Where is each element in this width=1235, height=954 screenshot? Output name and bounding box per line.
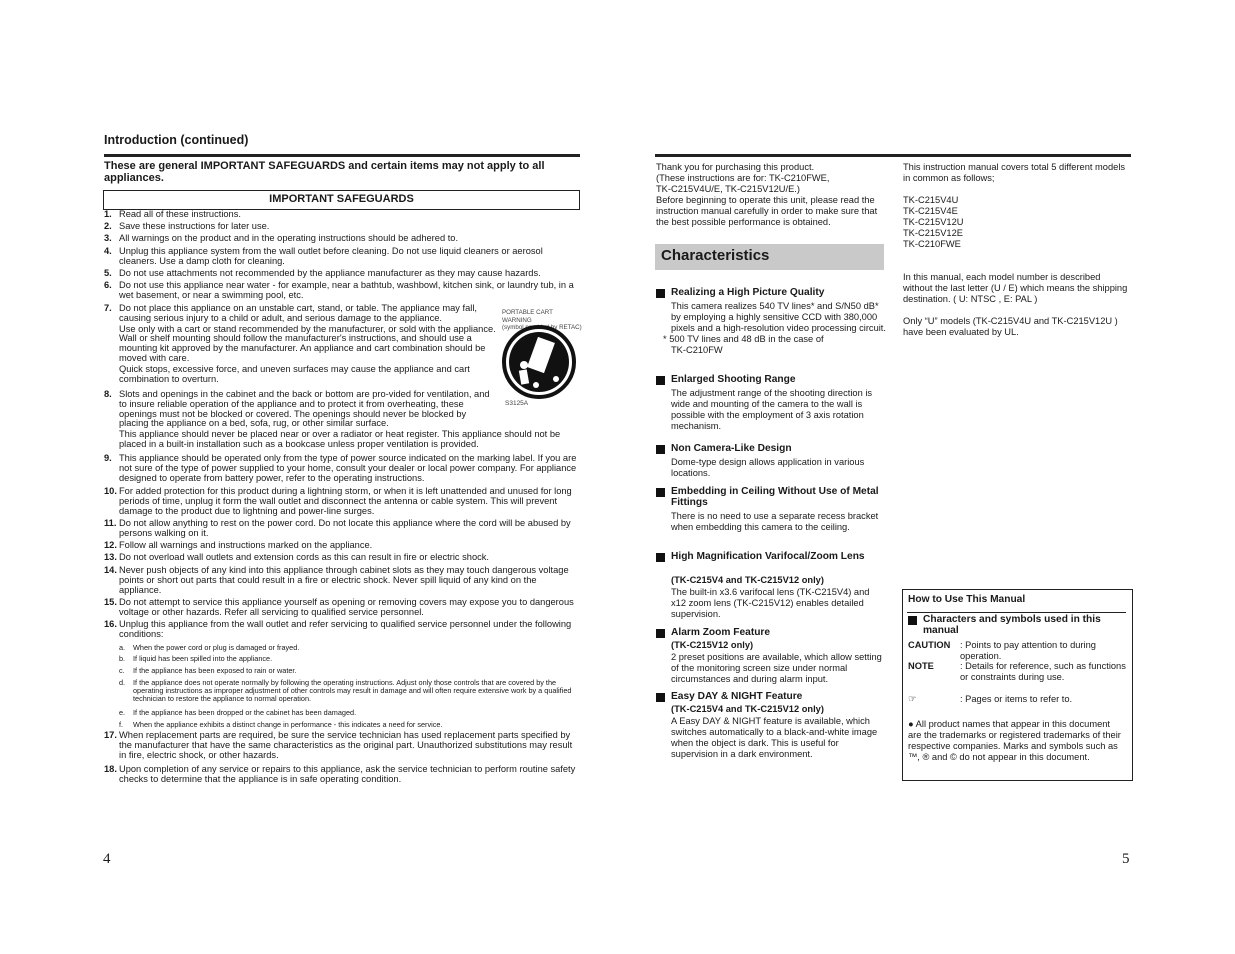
page-number: 5: [1122, 851, 1130, 867]
sub-list-item: f. When the appliance exhibits a distinct change in performance - this indicates a need for service.: [119, 720, 443, 729]
page-number: 4: [103, 851, 111, 867]
feature-body: Dome-type design allows application in various locations.: [671, 457, 865, 478]
model-list: TK-C215V4U TK-C215V4E TK-C215V12U TK-C215V12E TK-C210FWE: [903, 195, 964, 249]
manual-coverage: This instruction manual covers total 5 different models in common as follows; TK-C215V4U TK-C215V4E TK-C215V12U TK-C215V12E TK-C210FWE In this manual, each model number is described without the last letter (U / E) which means the shipping destination. ( U: NTSC , E: PAL ) Only “U” models (TK-C215V4U and TK-C215V12U ) have been evaluated by UL.: [903, 162, 1131, 338]
feature-model-note: (TK-C215V12 only): [671, 640, 754, 650]
bullet-square-icon: [656, 445, 665, 454]
cart-symbol-code: S3125A: [505, 400, 529, 407]
reference-definition: ☞ : Pages or items to refer to.: [908, 694, 1073, 704]
feature-heading: Alarm Zoom Feature: [656, 628, 886, 639]
how-to-use-title: How to Use This Manual: [908, 594, 1026, 605]
list-item: 4. Unplug this appliance system from the wall outlet before cleaning. Do not use liquid cleaners or aerosol cleaners. Use a damp cloth for cleaning.: [104, 246, 543, 266]
feature-body: A Easy DAY & NIGHT feature is available, which switches automatically to a black-and-white image when the object is dark. This is useful for supervision in a dark environment.: [671, 716, 878, 759]
section-title: Characteristics: [661, 247, 770, 264]
safeguards-heading-box: [103, 190, 580, 210]
feature-body: This camera realizes 540 TV lines* and S/N50 dB* by employing a highly sensitive CCD with 380,000 pixels and a high-resolution video processing circuit. * 500 TV lines and 48 dB in the case of TK-C210FW: [663, 301, 886, 355]
list-item: 2. Save these instructions for later use.: [104, 221, 270, 231]
list-item: 17. When replacement parts are required, be sure the service technician has used replacement parts specified by the manufacturer that have the same characteristics as the original part. Unauthorized substitutions may result in fire, electric shock, or other hazards.: [104, 730, 573, 760]
bullet-square-icon: [656, 376, 665, 385]
title-rule: [104, 154, 580, 157]
title-rule: [655, 154, 1131, 157]
feature-body: There is no need to use a separate recess bracket when embedding this camera to the ceiling.: [671, 511, 879, 532]
reference-hand-icon: ☞: [908, 694, 917, 704]
list-item: 12. Follow all warnings and instructions marked on the appliance.: [104, 540, 373, 550]
page-title: Introduction (continued): [104, 133, 249, 147]
list-item: 9. This appliance should be operated only from the type of power source indicated on the marking label. If you are not sure of the type of power supplied to your home, consult your dealer or local power company. For appliance designed to operate from battery power, refer to the operating instructions.: [104, 453, 577, 483]
sub-list-item: d. If the appliance does not operate normally by following the operating instructions. Adjust only those controls that are covered by the operating instructions as improper adjustment of other controls may result in damage and will often require extensive work by a qualified technician to restore the appliance to normal operation.: [119, 678, 572, 704]
intro-paragraph: Thank you for purchasing this product. (These instructions are for: TK-C210FWE, TK-C215V4U/E, TK-C215V12U/E.) Before beginning to operate this unit, please read the instruction manual carefully in order to make sure that the best possible performance is obtained.: [656, 162, 878, 227]
feature-heading: Realizing a High Picture Quality: [656, 288, 886, 299]
list-item: 16. Unplug this appliance from the wall outlet and refer servicing to qualified service personnel under the following conditions:: [104, 619, 572, 639]
list-item: 11. Do not allow anything to rest on the power cord. Do not locate this appliance where the cord will be abused by persons walking on it.: [104, 518, 571, 538]
list-item: 14. Never push objects of any kind into this appliance through cabinet slots as they may touch dangerous voltage points or short out parts that could result in a fire or electric shock. Never spill liquid of any kind on the appliance.: [104, 565, 569, 595]
bullet-square-icon: [656, 629, 665, 638]
feature-model-note: (TK-C215V4 and TK-C215V12 only): [671, 575, 824, 585]
list-item: 10. For added protection for this product during a lightning storm, or when it is left unattended and unused for long periods of time, unplug it form the wall outlet and disconnect the antenna or cable system. This will prevent damage to the product due to lightning and power-line surges.: [104, 486, 572, 516]
cart-warning-label: PORTABLE CART WARNING (symbol provided by RETAC): [502, 309, 582, 332]
feature-heading: Embedding in Ceiling Without Use of Metal Fittings: [656, 487, 886, 509]
sub-list-item: e. If the appliance has been dropped or the cabinet has been damaged.: [119, 708, 357, 717]
cart-warning-icon: [502, 325, 576, 399]
list-item: 3. All warnings on the product and in the operating instructions should be adhered to.: [104, 233, 459, 243]
bullet-square-icon: [656, 553, 665, 562]
feature-heading: Easy DAY & NIGHT Feature: [656, 692, 886, 703]
feature-heading: High Magnification Varifocal/Zoom Lens: [656, 552, 886, 563]
feature-heading: Enlarged Shooting Range: [656, 375, 886, 386]
bullet-square-icon: [656, 488, 665, 497]
list-item: 15. Do not attempt to service this appliance yourself as opening or removing covers may expose you to dangerous voltage or other hazards. Refer all servicing to qualified service personnel.: [104, 597, 574, 617]
bullet-square-icon: [656, 693, 665, 702]
safeguards-heading: IMPORTANT SAFEGUARDS: [269, 193, 414, 205]
bullet-square-icon: [908, 616, 917, 625]
bullet-square-icon: [656, 289, 665, 298]
list-item: 1. Read all of these instructions.: [104, 209, 241, 219]
caution-definition: CAUTION : Points to pay attention to during operation.: [908, 640, 1096, 661]
list-item: 7. Do not place this appliance on an unstable cart, stand, or table. The appliance may fall, causing serious injury to a child or adult, and serious damage to the appliance. Use only with a cart or stand recommended by the manufacturer, or sold with the appliance. Wall or shelf mounting should follow the manufacturer's instructions, and should use a mounting kit approved by the manufacturer. An appliance and cart combination should be moved with care. Quick stops, excessive force, and uneven surfaces may cause the appliance and cart combination to overturn.: [104, 303, 496, 384]
list-item: 8. Slots and openings in the cabinet and the back or bottom are pro-vided for ventilation, and to insure reliable operation of the appliance and to protect it from overheating, these openings must not be blocked or covered. The openings should never be blocked by placing the appliance on a bed, sofa, rug, or other similar surface. This appliance should never be placed near or over a radiator or heat register. This appliance should not be placed in a built-in installation such as a bookcase unless proper ventilation is provided.: [104, 389, 561, 449]
list-item: 13. Do not overload wall outlets and extension cords as this can result in fire or electric shock.: [104, 552, 489, 562]
list-item: 5. Do not use attachments not recommended by the appliance manufacturer as they may cause hazards.: [104, 268, 541, 278]
note-definition: NOTE : Details for reference, such as functions or constraints during use.: [908, 661, 1126, 682]
box-rule: [907, 612, 1126, 613]
sub-list-item: c. If the appliance has been exposed to rain or water.: [119, 666, 297, 675]
trademark-note: ● All product names that appear in this document are the trademarks or registered trademarks of their respective companies. Marks and symbols such as ™, ® and © do not appear in this document.: [908, 719, 1121, 762]
feature-model-note: (TK-C215V4 and TK-C215V12 only): [671, 704, 824, 714]
feature-body: 2 preset positions are available, which allow setting of the monitoring screen size under normal circumstances and during alarm input.: [671, 652, 882, 684]
sub-list-item: b. If liquid has been spilled into the appliance.: [119, 654, 273, 663]
feature-body: The adjustment range of the shooting direction is wide and mounting of the camera to the wall is possible with the employment of 3 axis rotation mechanism.: [671, 388, 873, 431]
list-item: 6. Do not use this appliance near water - for example, near a bathtub, washbowl, kitchen sink, or laundry tub, in a wet basement, or near a swimming pool, etc.: [104, 280, 574, 300]
feature-body: The built-in x3.6 varifocal lens (TK-C215V4) and x12 zoom lens (TK-C215V12) enables detailed supervision.: [671, 587, 870, 619]
sub-list-item: a. When the power cord or plug is damaged or frayed.: [119, 643, 300, 652]
feature-heading: Non Camera-Like Design: [656, 444, 886, 455]
list-item: 18. Upon completion of any service or repairs to this appliance, ask the service technician to perform routine safety checks to determine that the appliance is in safe operating condition.: [104, 764, 576, 784]
intro-lead: These are general IMPORTANT SAFEGUARDS and certain items may not apply to all appliances.: [104, 160, 545, 184]
symbols-heading: Characters and symbols used in this manual: [908, 615, 1126, 637]
